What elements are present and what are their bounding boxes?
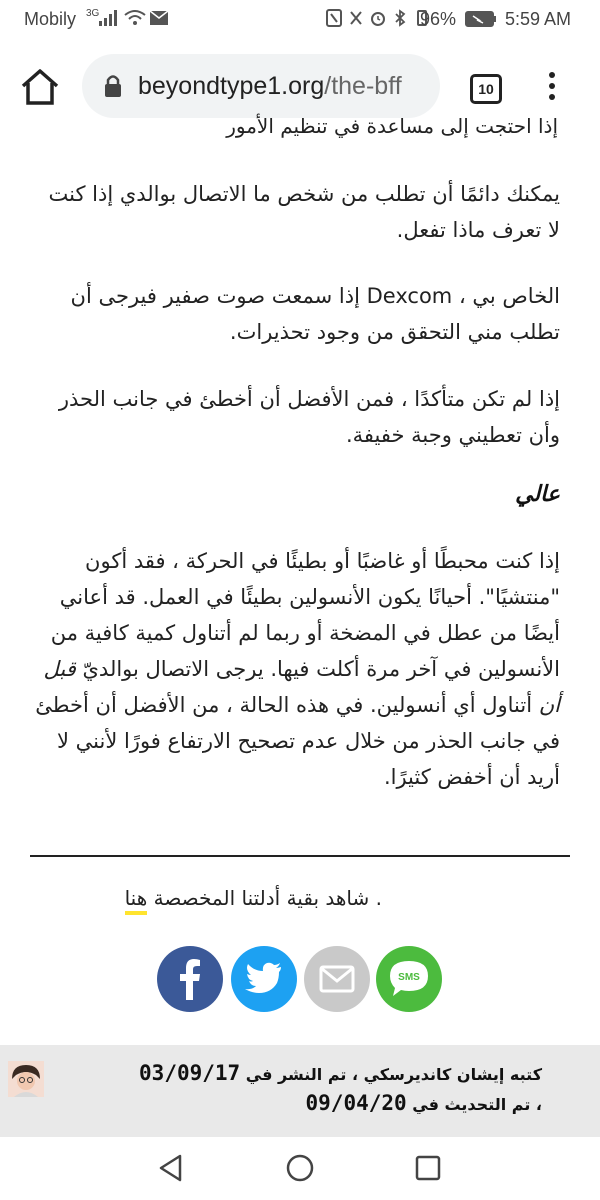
wifi-icon xyxy=(124,10,146,26)
high-text-part: أتناول أي أنسولين. في هذه الحالة ، من الأفضل أن أخطئ في جانب الحذر من خلال عدم تصحيح الارتفاع فورًا لأنني لا أريد أن أخفض كثيرًا. xyxy=(35,693,560,789)
guides-link[interactable]: هنا xyxy=(125,886,148,915)
high-text-emphasis: قبل أن xyxy=(43,657,560,717)
article-paragraph-high xyxy=(30,543,560,795)
vibrate-icon xyxy=(348,9,364,27)
url-domain: beyondtype1.org xyxy=(138,72,325,100)
tab-switcher-button[interactable]: 10 xyxy=(470,74,502,104)
system-nav-bar xyxy=(0,1137,600,1200)
home-icon[interactable] xyxy=(20,68,60,106)
alarm-icon xyxy=(370,9,386,27)
sms-icon-label: SMS xyxy=(398,972,420,983)
article-paragraph: الخاص بي ، Dexcom إذا سمعت صوت صفير فيرجى أن تطلب مني التحقق من وجود تحذيرات. xyxy=(70,284,560,344)
article-content xyxy=(0,114,600,1045)
written-by-text: كتبه إيشان كانديرسكي ، تم النشر في xyxy=(245,1065,542,1084)
battery-percent: 96% xyxy=(420,9,457,29)
carrier-name: Mobily xyxy=(24,9,77,29)
facebook-icon xyxy=(157,946,223,1012)
signal-icon xyxy=(99,10,119,26)
share-facebook-button[interactable] xyxy=(157,946,223,1012)
share-email-button[interactable] xyxy=(304,946,370,1012)
share-buttons xyxy=(157,946,447,1016)
guides-line xyxy=(30,886,382,910)
bluetooth-icon xyxy=(392,9,408,27)
email-icon xyxy=(304,946,370,1012)
address-bar[interactable] xyxy=(82,54,440,118)
author-byline xyxy=(42,1059,542,1119)
network-type: 3G xyxy=(86,8,100,19)
cut-off-text: إذا احتجت إلى مساعدة في تنظيم الأمور xyxy=(226,114,558,138)
author-info xyxy=(0,1045,600,1137)
status-bar xyxy=(0,0,600,40)
share-sms-button[interactable] xyxy=(376,946,442,1012)
updated-label: ، تم التحديث في xyxy=(412,1095,542,1114)
byline-line-1 xyxy=(42,1059,542,1089)
mail-notification-icon xyxy=(150,11,168,25)
url-text xyxy=(138,72,402,101)
twitter-icon xyxy=(231,946,297,1012)
battery-icon xyxy=(465,11,497,27)
back-icon[interactable] xyxy=(156,1153,186,1183)
section-heading-high: عالي xyxy=(515,482,560,507)
overflow-menu-icon[interactable] xyxy=(542,70,562,104)
recent-apps-icon[interactable] xyxy=(413,1153,443,1183)
share-twitter-button[interactable] xyxy=(231,946,297,1012)
sms-icon xyxy=(376,946,442,1012)
url-path: /the-bff xyxy=(324,72,402,100)
home-circle-icon[interactable] xyxy=(285,1153,315,1183)
avatar[interactable] xyxy=(8,1061,44,1097)
status-clock: 5:59 AM xyxy=(505,9,572,29)
high-text-part: إذا كنت محبطًا أو غاضبًا أو بطيئًا في الحركة ، فقد أكون "منتشيًا". أحيانًا يكون الأنسولين بطيئًا في العمل. قد أعاني أيضًا من عطل في المضخة أو ربما لم أتناول كمية كافية من الأنسولين في آخر مرة أكلت فيها. يرجى الاتصال بوالديّ xyxy=(50,549,560,681)
guides-text: . شاهد بقية أدلتنا المخصصة xyxy=(153,886,382,910)
article-paragraph: إذا لم تكن متأكدًا ، فمن الأفضل أن أخطئ في جانب الحذر وأن تعطيني وجبة خفيفة. xyxy=(58,387,560,447)
article-paragraph: يمكنك دائمًا أن تطلب من شخص ما الاتصال بوالدي إذا كنت لا تعرف ماذا تفعل. xyxy=(48,182,560,242)
nfc-icon xyxy=(326,9,342,27)
updated-date: 09/04/20 xyxy=(305,1091,407,1115)
section-divider xyxy=(30,855,570,857)
published-date: 03/09/17 xyxy=(139,1061,241,1085)
byline-line-2 xyxy=(42,1089,542,1119)
lock-icon xyxy=(104,74,122,98)
